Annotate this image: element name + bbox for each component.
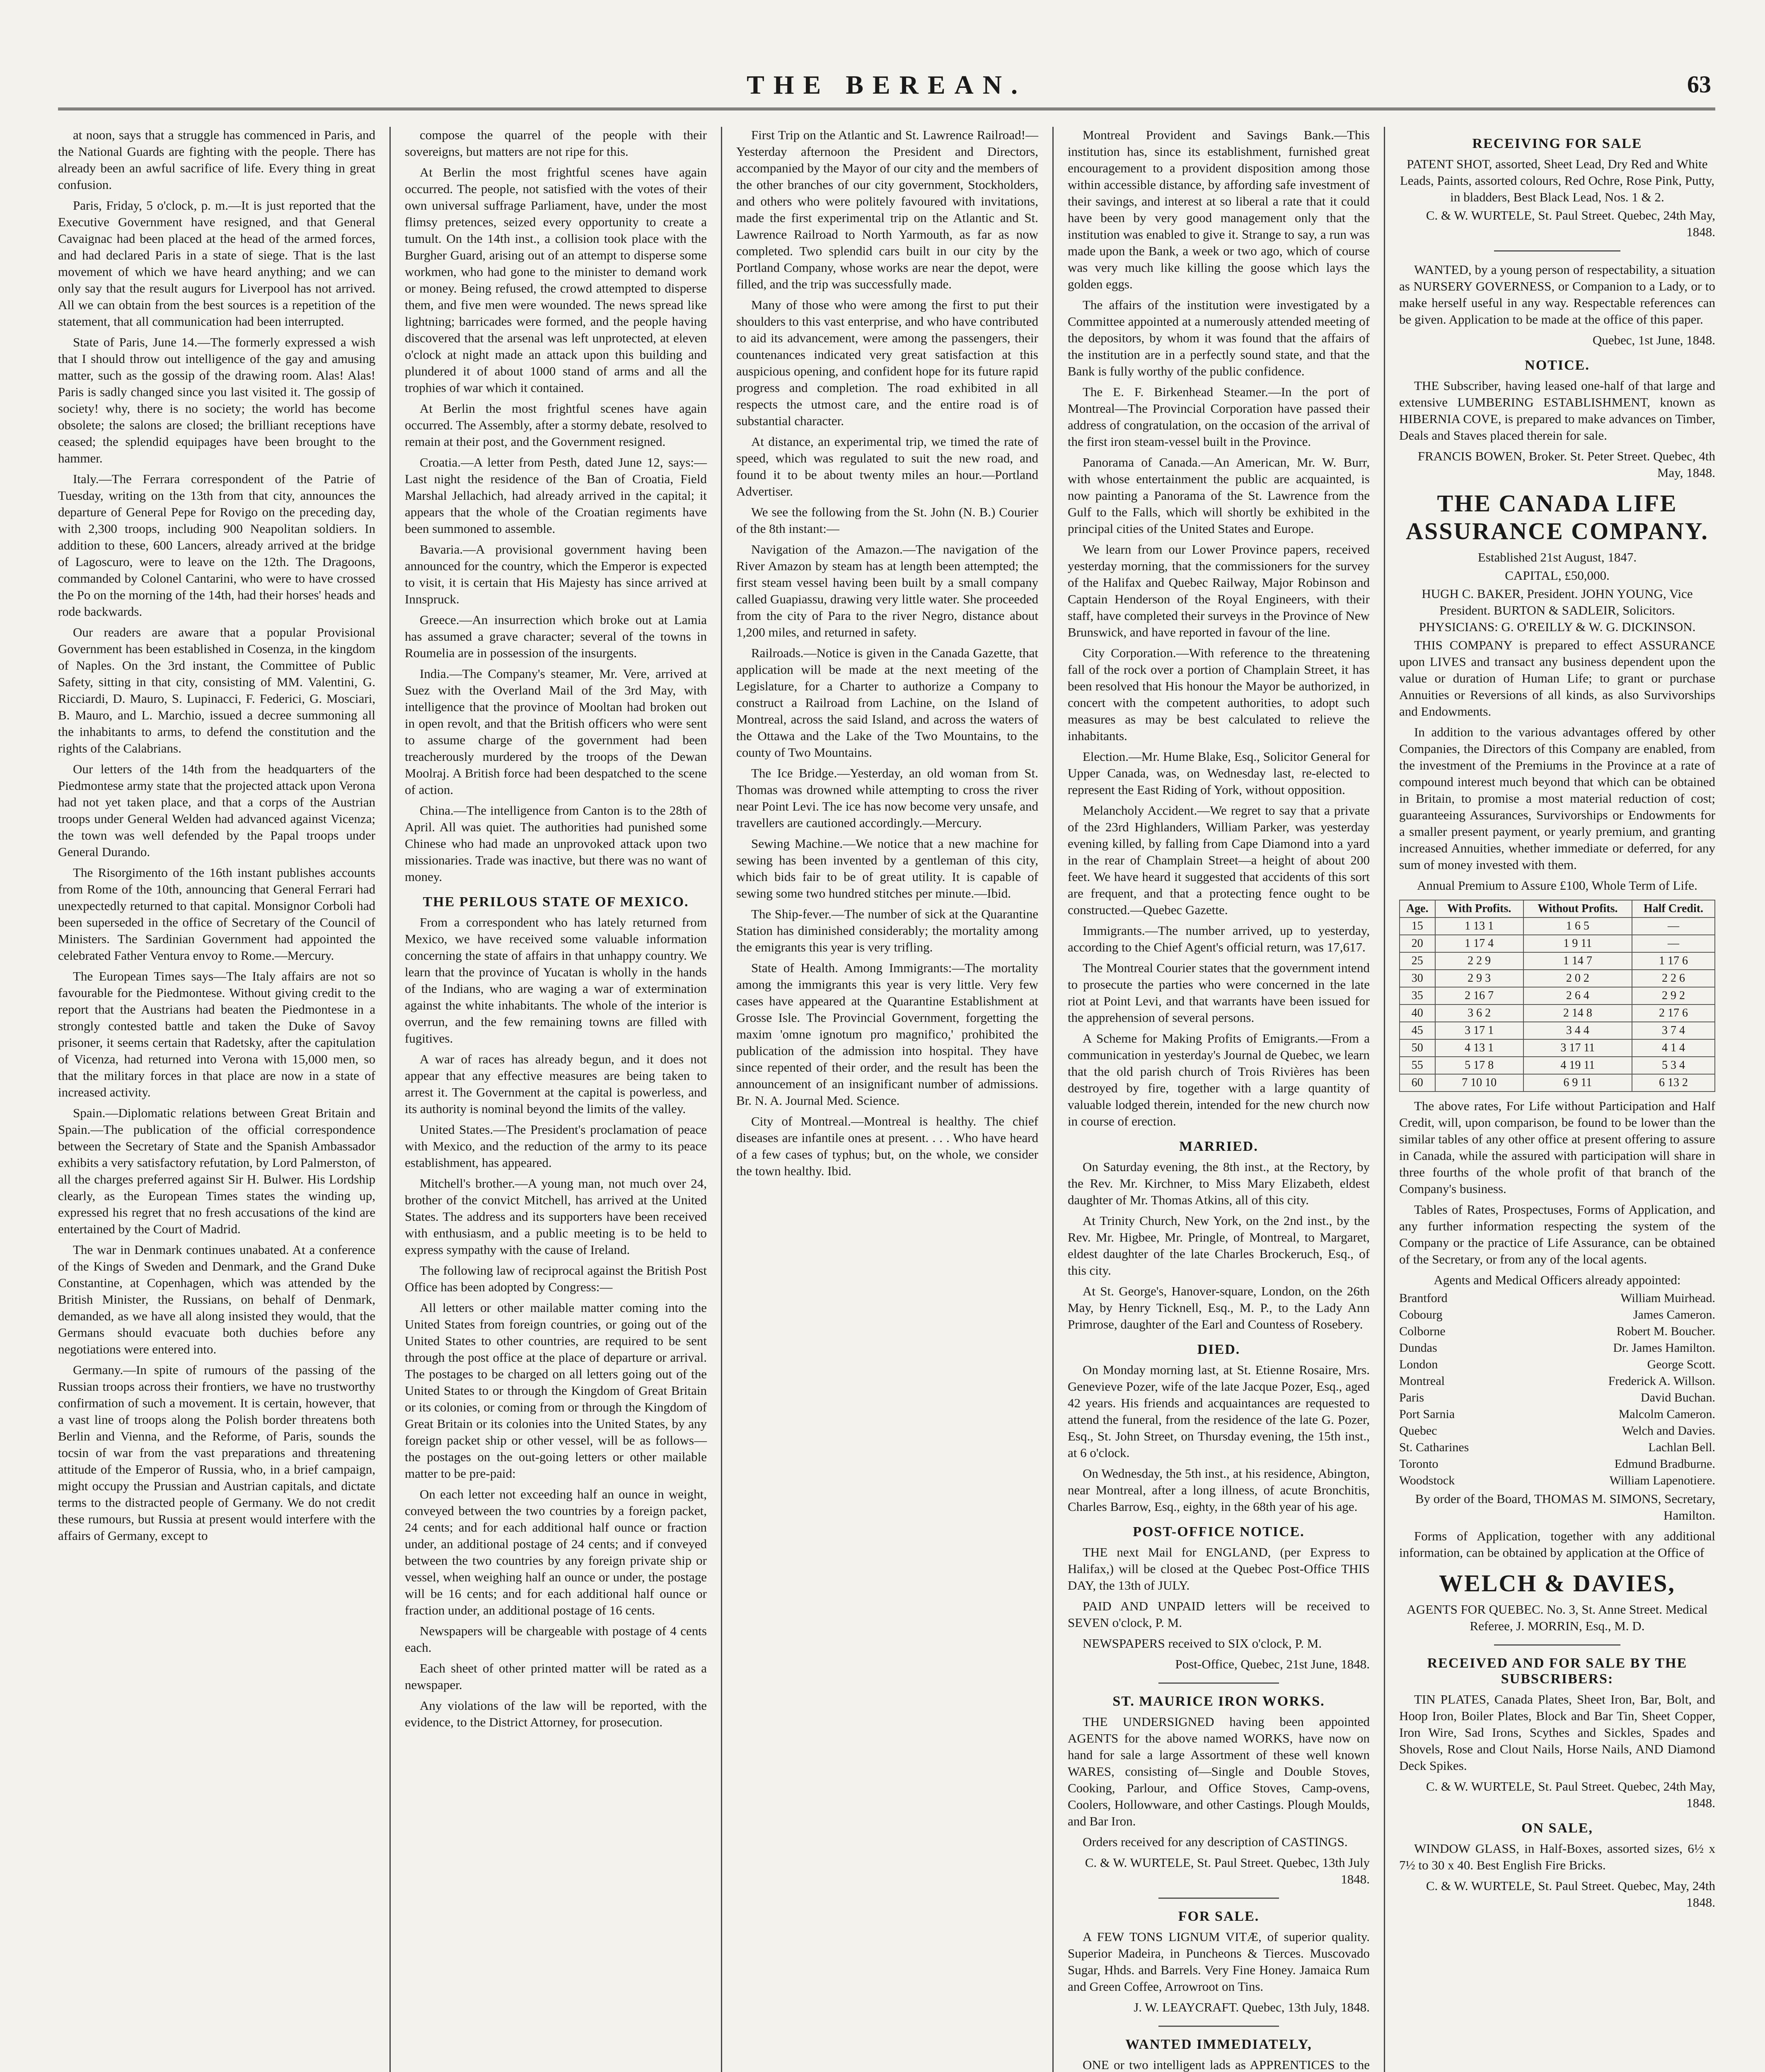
section-heading: POST-OFFICE NOTICE. — [1133, 1524, 1305, 1539]
article-paragraph: Mitchell's brother.—A young man, not much over 24, brother of the convict Mitchell, has arrived at the United States. The address and its supporters have been received with enthusiasm, and a public meeting is to be held to express sympathy with the cause of Ireland. — [405, 1176, 707, 1257]
article-paragraph: THE Subscriber, having leased one-half of that large and extensive LUMBERING ESTABLISHMENT, known as HIBERNIA COVE, is prepared to make advances on Timber, Deals and Staves placed therein for sale. — [1399, 378, 1715, 443]
signature-line: C. & W. WURTELE, St. Paul Street. Quebec, May, 24th 1848. — [1426, 1878, 1715, 1910]
section-heading: MARRIED. — [1179, 1139, 1258, 1154]
article-paragraph: China.—The intelligence from Canton is to the 28th of April. All was quiet. The authorities had punished some Chinese who had made an unprovoked attack upon two missionaries. Trade was inactive, but there was no want of money. — [405, 803, 707, 884]
table-cell: 2 17 6 — [1632, 1005, 1715, 1022]
table-cell: 60 — [1400, 1074, 1435, 1092]
agent-town: Brantford — [1399, 1291, 1448, 1305]
article-paragraph: At St. George's, Hanover-square, London, on the 26th May, by Henry Ticknell, Esq., M. P., to the Lady Ann Primrose, daughter of the Earl and Countess of Rosebery. — [1068, 1284, 1370, 1331]
article-paragraph: At Berlin the most frightful scenes have again occurred. The Assembly, after a stormy debate, resolved to remain at their post, and the Government resigned. — [405, 401, 707, 449]
agent-name: Lachlan Bell. — [1648, 1440, 1715, 1454]
agents-list — [1399, 1290, 1715, 1489]
table-header: Age. — [1400, 900, 1435, 917]
agent-name: Frederick A. Willson. — [1608, 1374, 1715, 1388]
table-cell: 5 3 4 — [1632, 1057, 1715, 1074]
premium-table — [1399, 900, 1715, 1092]
table-cell: 2 2 9 — [1435, 952, 1523, 970]
article-paragraph: A war of races has already begun, and it does not appear that any effective measures are being taken to arrest it. The Government at the capital is powerless, and its authority is nominal beyond the limits of the valley. — [405, 1052, 707, 1116]
newspaper-title: THE BEREAN. — [747, 70, 1027, 99]
table-cell: 3 7 4 — [1632, 1022, 1715, 1039]
agent-row — [1399, 1389, 1715, 1406]
section-heading: RECEIVING FOR SALE — [1472, 136, 1642, 151]
agent-name: William Lapenotiere. — [1609, 1474, 1715, 1487]
divider — [1494, 1644, 1620, 1646]
section-heading: ST. MAURICE IRON WORKS. — [1112, 1694, 1325, 1709]
table-cell: 1 9 11 — [1523, 935, 1632, 952]
signature-line: Quebec, 1st June, 1848. — [1592, 333, 1715, 347]
article-paragraph: compose the quarrel of the people with their sovereigns, but matters are not ripe for this. — [405, 128, 707, 159]
article-paragraph: Montreal Provident and Savings Bank.—This institution has, since its establishment, furnished great encouragement to a provident disposition among those within accessible distance, by affording safe investment of their savings, and interest at so liberal a rate that it could have been by very good management only that the institution was enabled to give it. Strange to say, a run was made upon the Bank, a week or two ago, which of course was very much like killing the goose which lays the golden eggs. — [1068, 128, 1370, 291]
agent-name: Robert M. Boucher. — [1616, 1324, 1715, 1338]
table-cell: 4 19 11 — [1523, 1057, 1632, 1074]
section-heading: NOTICE. — [1525, 358, 1590, 373]
article-paragraph: The Ship-fever.—The number of sick at the Quarantine Station has diminished considerably; the mortality among the emigrants this year is very trifling. — [736, 907, 1038, 954]
column-3 — [721, 127, 1052, 2072]
section-heading: WANTED IMMEDIATELY, — [1125, 2037, 1312, 2052]
article-paragraph: PAID AND UNPAID letters will be received to SEVEN o'clock, P. M. — [1068, 1599, 1370, 1630]
agent-name: George Scott. — [1647, 1358, 1715, 1371]
table-cell: 2 16 7 — [1435, 987, 1523, 1005]
table-row — [1400, 917, 1715, 935]
signature-line: C. & W. WURTELE, St. Paul Street. Quebec, 13th July 1848. — [1085, 1855, 1370, 1886]
agent-row — [1399, 1439, 1715, 1456]
article-paragraph: THIS COMPANY is prepared to effect ASSURANCE upon LIVES and transact any business dependent upon the value or duration of Human Life; to grant or purchase Annuities or Reversions of all kinds, as also Survivorships and Endowments. — [1399, 638, 1715, 719]
agent-name: Malcolm Cameron. — [1618, 1407, 1715, 1421]
table-cell: 6 13 2 — [1632, 1074, 1715, 1092]
table-header: Half Credit. — [1632, 900, 1715, 917]
agent-town: Montreal — [1399, 1374, 1445, 1388]
table-cell: 15 — [1400, 917, 1435, 935]
table-row — [1400, 1039, 1715, 1057]
agent-town: Paris — [1399, 1391, 1424, 1404]
agent-row — [1399, 1290, 1715, 1307]
centered-text: AGENTS FOR QUEBEC. No. 3, St. Anne Street. Medical Referee, J. MORRIN, Esq., M. D. — [1407, 1602, 1708, 1633]
table-cell: 55 — [1400, 1057, 1435, 1074]
table-cell: 2 9 3 — [1435, 970, 1523, 987]
table-cell: 2 0 2 — [1523, 970, 1632, 987]
article-paragraph: The Risorgimento of the 16th instant publishes accounts from Rome of the 10th, announcing that General Ferrari had unexpectedly returned to that capital. Monsignor Corboli had been superseded in the office of Secretary of the Council of Ministers. The Sardinian Government had appointed the celebrated Father Ventura envoy to Rome.—Mercury. — [58, 865, 375, 963]
article-paragraph: WANTED, by a young person of respectability, a situation as NURSERY GOVERNESS, or Companion to a Lady, or to make herself useful in any way. Respectable references can be given. Application to be made at the office of this paper. — [1399, 262, 1715, 327]
agent-name: Edmund Bradburne. — [1614, 1457, 1715, 1471]
centered-text: Established 21st August, 1847. — [1477, 550, 1637, 564]
agent-town: Quebec — [1399, 1424, 1437, 1438]
section-heading: FOR SALE. — [1178, 1909, 1260, 1924]
agent-town: London — [1399, 1358, 1438, 1371]
article-paragraph: State of Paris, June 14.—The formerly expressed a wish that I should throw out intelligence of the gay and amusing matter, such as the gossip of the drawing room. Alas! Alas! Paris is sadly changed since you last visited it. The gossip of society! why, there is no society; the world has become obsolete; the salons are closed; the brilliant receptions have ceased; the splendid equipages have been brought to the hammer. — [58, 335, 375, 465]
section-heading: DIED. — [1197, 1342, 1240, 1357]
article-paragraph: At Berlin the most frightful scenes have again occurred. The people, not satisfied with the votes of their own universal suffrage Parliament, have, under the most flimsy pretences, seized every opportunity to create a tumult. On the 14th inst., a collision took place with the Burgher Guard, arising out of an attempt to disperse some workmen, who had gone to the minister to demand work or money. Being refused, the crowd attempted to disperse them, and five men were wounded. The news spread like lightning; barricades were formed, and the people having discovered that the arsenal was left unprotected, at eleven o'clock at night made an attack upon this building and plundered it of about 1000 stand of arms and all the trophies of war which it contained. — [405, 165, 707, 395]
signature-line: J. W. LEAYCRAFT. Quebec, 13th July, 1848. — [1134, 2000, 1370, 2014]
table-cell: 2 9 2 — [1632, 987, 1715, 1005]
table-cell: 7 10 10 — [1435, 1074, 1523, 1092]
divider — [1158, 1682, 1279, 1684]
table-cell: 3 6 2 — [1435, 1005, 1523, 1022]
article-paragraph: The Montreal Courier states that the government intend to prosecute the parties who were concerned in the late riot at Point Levi, and that warrants have been issued for the apprehension of several persons. — [1068, 961, 1370, 1025]
agent-row — [1399, 1456, 1715, 1472]
columns-container — [58, 127, 1715, 2072]
article-paragraph: WINDOW GLASS, in Half-Boxes, assorted sizes, 6½ x 7½ to 30 x 40. Best English Fire Bricks. — [1399, 1841, 1715, 1872]
column-5 — [1384, 127, 1715, 2072]
article-paragraph: Tables of Rates, Prospectuses, Forms of Application, and any further information respecting the system of the Company or the practice of Life Assurance, can be obtained of the Secretary, or from any of the local agents. — [1399, 1202, 1715, 1266]
article-paragraph: Navigation of the Amazon.—The navigation of the River Amazon by steam has at length been attempted; the first steam vessel having been built by a small company called Guapiassu, drawing very little water. She proceeded from the city of Para to the river Negro, distance about 1,200 miles, and returned in safety. — [736, 542, 1038, 639]
table-cell: 35 — [1400, 987, 1435, 1005]
article-paragraph: At distance, an experimental trip, we timed the rate of speed, which was regulated to suit the new road, and found it to be about twenty miles an hour.—Portland Advertiser. — [736, 434, 1038, 499]
table-cell: 4 13 1 — [1435, 1039, 1523, 1057]
table-cell: 4 1 4 — [1632, 1039, 1715, 1057]
centered-text: HUGH C. BAKER, President. JOHN YOUNG, Vice President. BURTON & SADLEIR, Solicitors. PHYSICIANS: G. O'REILLY & W. G. DICKINSON. — [1419, 586, 1696, 634]
article-paragraph: Greece.—An insurrection which broke out at Lamia has assumed a grave character; several of the towns in Roumelia are in possession of the insurgents. — [405, 612, 707, 660]
centered-text: CAPITAL, £50,000. — [1505, 568, 1610, 583]
divider — [1158, 2026, 1279, 2027]
centered-text: Agents and Medical Officers already appointed: — [1434, 1273, 1681, 1287]
article-paragraph: Germany.—In spite of rumours of the passing of the Russian troops across their frontiers, we have no trustworthy confirmation of such a movement. It is certain, however, that a vast line of troops along the Polish border threatens both Berlin and Vienna, and the Reforme, of Paris, sounds the tocsin of war from the vast preparations and threatening attitude of the Emperor of Russia, who, in a brief campaign, might occupy the Prussian and Austrian capitals, and dictate terms to the distracted people of Germany. We do not credit these rumours, but Russia at present would interfere with the affairs of Germany, except to — [58, 1363, 375, 1543]
table-cell: 40 — [1400, 1005, 1435, 1022]
table-cell: 50 — [1400, 1039, 1435, 1057]
table-cell: 25 — [1400, 952, 1435, 970]
table-row — [1400, 1005, 1715, 1022]
article-paragraph: On each letter not exceeding half an ounce in weight, conveyed between the two countries by a foreign packet, 24 cents; and for each additional half ounce or fraction under, an additional postage of 24 cents; and if conveyed between the two countries by any foreign private ship or vessel, when weighing half an ounce or under, the postage will be 16 cents; and for each additional half ounce or fraction under, an additional postage of 16 cents. — [405, 1487, 707, 1617]
article-paragraph: Spain.—Diplomatic relations between Great Britain and Spain.—The publication of the official correspondence between the Secretary of State and the Spanish Ambassador exhibits a very satisfactory refutation, by Lord Palmerston, of all the charges preferred against Sir H. Bulwer. His Lordship clearly, as the European Times states the winding up, expressed his regret that no fresh accusations of the kind are entertained by the Court of Madrid. — [58, 1106, 375, 1236]
agent-row — [1399, 1406, 1715, 1423]
article-paragraph: The European Times says—The Italy affairs are not so favourable for the Piedmontese. Without giving credit to the report that the Austrians had beaten the Piedmontese in a strongly contested battle and taken the Duke of Savoy prisoner, it seems certain that Radetsky, after the capitulation of Vicenza, had returned into Verona with 15,000 men, so that the military forces in that place are now in a state of increased activity. — [58, 969, 375, 1099]
signature-line: Post-Office, Quebec, 21st June, 1848. — [1175, 1657, 1370, 1671]
table-row — [1400, 987, 1715, 1005]
table-cell: 30 — [1400, 970, 1435, 987]
large-heading: THE CANADA LIFE ASSURANCE COMPANY. — [1406, 490, 1709, 545]
article-paragraph: United States.—The President's proclamation of peace with Mexico, and the reduction of the army to its peace establishment, has appeared. — [405, 1122, 707, 1170]
agent-name: David Buchan. — [1641, 1391, 1715, 1404]
table-row — [1400, 935, 1715, 952]
agent-row — [1399, 1340, 1715, 1356]
article-paragraph: Our readers are aware that a popular Provisional Government has been established in Cosenza, in the kingdom of Naples. On the 3rd instant, the Committee of Public Safety, sitting in that city, consisting of MM. Valentini, G. Ricciardi, D. Mauro, S. Lupinacci, F. Federici, G. Mosciari, B. Mauro, and L. Marchio, issued a decree summoning all the inhabitants to arms, to defend the constitution and the rights of the Calabrians. — [58, 625, 375, 755]
article-paragraph: Our letters of the 14th from the headquarters of the Piedmontese army state that the projected attack upon Verona had not yet taken place, and that a corps of the Austrian troops under General Welden had advanced against Vicenza; the town was well defended by the Papal troops under General Durando. — [58, 762, 375, 859]
article-paragraph: THE next Mail for ENGLAND, (per Express to Halifax,) will be closed at the Quebec Post-Office THIS DAY, the 13th of JULY. — [1068, 1545, 1370, 1593]
table-cell: 2 14 8 — [1523, 1005, 1632, 1022]
article-paragraph: The Ice Bridge.—Yesterday, an old woman from St. Thomas was drowned while attempting to cross the river near Point Levi. The ice has now become very unsafe, and travellers are cautioned accordingly.—Mercury. — [736, 766, 1038, 830]
article-paragraph: City of Montreal.—Montreal is healthy. The chief diseases are infantile ones at present. . . . Who have heard of a few cases of typhus; but, on the whole, we consider the town healthy. Ibid. — [736, 1114, 1038, 1178]
agent-row — [1399, 1373, 1715, 1389]
article-paragraph: On Saturday evening, the 8th inst., at the Rectory, by the Rev. Mr. Kirchner, to Miss Mary Elizabeth, eldest daughter of Mr. Thomas Atkins, all of this city. — [1068, 1159, 1370, 1207]
section-heading: RECEIVED AND FOR SALE BY THE SUBSCRIBERS: — [1427, 1656, 1688, 1687]
article-paragraph: We see the following from the St. John (N. B.) Courier of the 8th instant:— — [736, 505, 1038, 536]
table-cell: 1 6 5 — [1523, 917, 1632, 935]
article-paragraph: Newspapers will be chargeable with postage of 4 cents each. — [405, 1624, 707, 1655]
article-paragraph: In addition to the various advantages offered by other Companies, the Directors of this Company are enabled, from the investment of the Premiums in the Province at a rate of compound interest much beyond that which can be obtained in Britain, to promise a most material reduction of cost; guaranteeing Assurances, Survivorships or Endowments for a smaller present payment, or yearly premium, and granting increased Annuities, whether immediate or deferred, for any sum of money invested with them. — [1399, 725, 1715, 872]
article-paragraph: NEWSPAPERS received to SIX o'clock, P. M. — [1083, 1636, 1322, 1651]
article-paragraph: We learn from our Lower Province papers, received yesterday morning, that the commissioners for the survey of the Halifax and Quebec Railway, Major Robinson and Captain Henderson of the Royal Engineers, with their staff, have completed their surveys in the Province of New Brunswick, and have reported in favour of the line. — [1068, 542, 1370, 639]
table-cell: — — [1632, 917, 1715, 935]
table-cell: 5 17 8 — [1435, 1057, 1523, 1074]
signature-line: FRANCIS BOWEN, Broker. St. Peter Street. Quebec, 4th May, 1848. — [1417, 449, 1715, 480]
article-paragraph: All letters or other mailable matter coming into the United States from foreign countries, or going out of the United States to other countries, are required to be sent through the post office at the place of departure or arrival. The postages to be charged on all letters going out of the United States to or through the Kingdom of Great Britain or its colonies, or coming from or through the Kingdom of Great Britain or its colonies into the United States, by any foreign packet ship or other vessel, will be as follows—the postages on the out-going letters or other mailable matter to be pre-paid: — [405, 1300, 707, 1481]
article-paragraph: Panorama of Canada.—An American, Mr. W. Burr, with whose entertainment the public are acquainted, is now painting a Panorama of the St. Lawrence from the Gulf to the Falls, which will shortly be exhibited in the principal cities of the United States and Europe. — [1068, 455, 1370, 536]
section-heading: THE PERILOUS STATE OF MEXICO. — [423, 894, 689, 910]
article-paragraph: TIN PLATES, Canada Plates, Sheet Iron, Bar, Bolt, and Hoop Iron, Boiler Plates, Block and Bar Tin, Sheet Copper, Iron Wire, Sad Irons, Scythes and Sickles, Spades and Shovels, Rose and Clout Nails, Horse Nails, AND Diamond Deck Spikes. — [1399, 1692, 1715, 1773]
agent-town: Woodstock — [1399, 1474, 1455, 1487]
table-cell: 20 — [1400, 935, 1435, 952]
agent-town: Cobourg — [1399, 1308, 1443, 1322]
table-cell: 2 2 6 — [1632, 970, 1715, 987]
article-paragraph: India.—The Company's steamer, Mr. Vere, arrived at Suez with the Overland Mail of the 3rd May, with intelligence that the province of Mooltan had broken out in open revolt, and that the British officers who were sent to assume charge of the government had been treacherously murdered by the troops of the Dewan Moolraj. A British force had been despatched to the scene of action. — [405, 666, 707, 797]
column-1 — [58, 127, 389, 2072]
agent-row — [1399, 1307, 1715, 1323]
centered-text: Annual Premium to Assure £100, Whole Term of Life. — [1417, 878, 1697, 893]
page-number: 63 — [1687, 71, 1711, 98]
article-paragraph: Many of those who were among the first to put their shoulders to this vast enterprise, and who have contributed to aid its advancement, were among the passengers, their countenances indicated very great satisfaction at this auspicious opening, and confident hope for its future rapid progress and completion. The road exhibited in all respects the utmost care, and the entire road is of substantial character. — [736, 298, 1038, 428]
article-paragraph: Each sheet of other printed matter will be rated as a newspaper. — [405, 1661, 707, 1692]
article-paragraph: The above rates, For Life without Participation and Half Credit, will, upon comparison, be found to be lower than the similar tables of any other office at present offering to assure in Canada, while the assured with participation will share in three fourths of the whole profit of that branch of the Company's business. — [1399, 1099, 1715, 1196]
agent-row — [1399, 1423, 1715, 1439]
article-paragraph: ONE or two intelligent lads as APPRENTICES to the — [1083, 2057, 1370, 2072]
agent-name: William Muirhead. — [1620, 1291, 1715, 1305]
signature-line: C. & W. WURTELE, St. Paul Street. Quebec, 24th May, 1848. — [1426, 208, 1715, 239]
article-paragraph: Paris, Friday, 5 o'clock, p. m.—It is just reported that the Executive Government have resigned, and that General Cavaignac had been placed at the head of the armed forces, and had declared Paris in a state of siege. That is the last movement of which we have heard anything; and we can only say that the result augurs for Liverpool has not arrived. All we can obtain from the best sources is a repetition of the statement, that all communication had been interrupted. — [58, 198, 375, 329]
article-paragraph: Railroads.—Notice is given in the Canada Gazette, that application will be made at the next meeting of the Legislature, for a Charter to authorize a Company to construct a Railroad from Lachine, on the Island of Montreal, across the said Island, and across the waters of the Ottawa and the Lake of the Two Mountains, to the county of Two Mountains. — [736, 646, 1038, 760]
article-paragraph: THE UNDERSIGNED having been appointed AGENTS for the above named WORKS, have now on hand for sale a large Assortment of these well known WARES, consisting of—Single and Double Stoves, Cooking, Parlour, and Office Stoves, Camp-ovens, Coolers, Hollowware, and other Castings. Plough Moulds, and Bar Iron. — [1068, 1714, 1370, 1828]
table-cell: 3 17 11 — [1523, 1039, 1632, 1057]
article-paragraph: At Trinity Church, New York, on the 2nd inst., by the Rev. Mr. Higbee, Mr. Pringle, of Montreal, to Margaret, eldest daughter of the late Charles Brockeruch, Esq., of this city. — [1068, 1213, 1370, 1278]
article-paragraph: at noon, says that a struggle has commenced in Paris, and the National Guards are fighting with the people. There has already been an awful sacrifice of life. Every thing in great confusion. — [58, 128, 375, 192]
divider — [1158, 1898, 1279, 1899]
divider — [1494, 250, 1620, 252]
table-cell: 2 6 4 — [1523, 987, 1632, 1005]
agent-town: Dundas — [1399, 1341, 1437, 1355]
table-cell: 1 17 6 — [1632, 952, 1715, 970]
article-paragraph: The affairs of the institution were investigated by a Committee appointed at a numerously attended meeting of the depositors, by whom it was found that the affairs of the institution are in a perfectly sound state, and that the Bank is fully worthy of the public confidence. — [1068, 298, 1370, 378]
article-paragraph: Bavaria.—A provisional government having been announced for the country, which the Emperor is expected to visit, it is certain that His Majesty has since arrived at Innspruck. — [405, 542, 707, 606]
table-cell: 3 17 1 — [1435, 1022, 1523, 1039]
article-paragraph: On Wednesday, the 5th inst., at his residence, Abington, near Montreal, after a long illness, of acute Bronchitis, Charles Barrow, Esq., eighty, in the 68th year of his age. — [1068, 1466, 1370, 1514]
table-header: With Profits. — [1435, 900, 1523, 917]
article-paragraph: Forms of Application, together with any additional information, can be obtained by application at the Office of — [1399, 1529, 1715, 1560]
large-heading: WELCH & DAVIES, — [1439, 1570, 1676, 1597]
table-row — [1400, 952, 1715, 970]
agent-name: James Cameron. — [1633, 1308, 1715, 1322]
table-cell: 45 — [1400, 1022, 1435, 1039]
table-row — [1400, 1022, 1715, 1039]
agent-row — [1399, 1472, 1715, 1489]
agent-town: Toronto — [1399, 1457, 1439, 1471]
article-paragraph: First Trip on the Atlantic and St. Lawrence Railroad!—Yesterday afternoon the President and Directors, accompanied by the Mayor of our city and the members of the other branches of our city government, Stockholders, and others who were politely favoured with invitations, made the first experimental trip on the Atlantic and St. Lawrence Railroad to North Yarmouth, as far as now completed. Two splendid cars built in our city by the Portland Company, whose works are near the depot, were filled, and the trip was successfully made. — [736, 128, 1038, 291]
agent-row — [1399, 1323, 1715, 1340]
agent-town: Port Sarnia — [1399, 1407, 1455, 1421]
table-header: Without Profits. — [1523, 900, 1632, 917]
table-cell: 6 9 11 — [1523, 1074, 1632, 1092]
masthead — [58, 62, 1715, 110]
table-cell: — — [1632, 935, 1715, 952]
signature-line: By order of the Board, THOMAS M. SIMONS, Secretary, Hamilton. — [1415, 1491, 1715, 1523]
article-paragraph: Any violations of the law will be reported, with the evidence, to the District Attorney, for prosecution. — [405, 1698, 707, 1729]
article-paragraph: The war in Denmark continues unabated. At a conference of the Kings of Sweden and Denmark, and the Grand Duke Constantine, at Copenhagen, which was attended by the British Minister, the Russians, on behalf of Denmark, demanded, as we have all along insisted they would, that the Germans should evacuate both duchies before any negotiations were entered into. — [58, 1242, 375, 1356]
agent-name: Welch and Davies. — [1622, 1424, 1715, 1438]
article-paragraph: Sewing Machine.—We notice that a new machine for sewing has been invented by a gentleman of this city, which bids fair to be of great utility. It is capable of sewing some two hundred stitches per minute.—Ibid. — [736, 836, 1038, 900]
article-paragraph: The E. F. Birkenhead Steamer.—In the port of Montreal—The Provincial Corporation have passed their address of congratulation, on the occasion of the arrival of the first iron steam-vessel built in the Province. — [1068, 385, 1370, 449]
article-paragraph: Melancholy Accident.—We regret to say that a private of the 23rd Highlanders, William Parker, was yesterday evening killed, by falling from Cape Diamond into a yard in the rear of Champlain Street—a height of about 200 feet. We have heard it suggested that accidents of this sort are frequent, and that a protecting fence ought to be constructed.—Quebec Gazette. — [1068, 803, 1370, 917]
table-cell: 1 14 7 — [1523, 952, 1632, 970]
article-paragraph: The following law of reciprocal against the British Post Office has been adopted by Congress:— — [405, 1263, 707, 1294]
section-heading: ON SALE, — [1521, 1820, 1593, 1836]
article-paragraph: State of Health. Among Immigrants:—The mortality among the immigrants this year is very little. Very few cases have appeared at the Quarantine Establishment at Grosse Isle. The Provincial Government, forgetting the maxim 'omne ignotum pro magnifico,' prohibited the publication of the admission into hospital. They have since repented of their order, and the result has been the announcement of an insignificant number of admissions. Br. N. A. Journal Med. Science. — [736, 961, 1038, 1108]
table-row — [1400, 1074, 1715, 1092]
article-paragraph: Croatia.—A letter from Pesth, dated June 12, says:—Last night the residence of the Ban of Croatia, Field Marshal Jellachich, had already arrived in the capital; it appears that the whole of the Croatian regiments have been summoned to assemble. — [405, 455, 707, 536]
table-row — [1400, 1057, 1715, 1074]
table-row — [1400, 970, 1715, 987]
article-paragraph: Orders received for any description of CASTINGS. — [1083, 1835, 1348, 1849]
article-paragraph: City Corporation.—With reference to the threatening fall of the rock over a portion of Champlain Street, it has been resolved that His honour the Mayor be authorized, in concert with the competent authorities, to adopt such measures as may be best calculated to relieve the inhabitants. — [1068, 646, 1370, 743]
agent-name: Dr. James Hamilton. — [1613, 1341, 1715, 1355]
article-paragraph: A Scheme for Making Profits of Emigrants.—From a communication in yesterday's Journal de Quebec, we learn that the old parish church of Trois Rivières has been destroyed by fire, together with a large quantity of valuable lodged therein, intended for the new church now in course of erection. — [1068, 1031, 1370, 1128]
agent-row — [1399, 1356, 1715, 1373]
column-4 — [1052, 127, 1384, 2072]
agent-town: St. Catharines — [1399, 1440, 1469, 1454]
article-paragraph: On Monday morning last, at St. Etienne Rosaire, Mrs. Genevieve Pozer, wife of the late Jacque Pozer, Esq., aged 42 years. His friends and acquaintances are requested to attend the funeral, from the residence of the late G. Pozer, Esq., St. John Street, on Thursday evening, the 15th inst., at 6 o'clock. — [1068, 1363, 1370, 1460]
article-paragraph: From a correspondent who has lately returned from Mexico, we have received some valuable information concerning the state of affairs in that unhappy country. We learn that the province of Yucatan is wholly in the hands of the Indians, who are waging a war of extermination against the white inhabitants. The whole of the interior is overrun, and the few remaining towns are filled with fugitives. — [405, 915, 707, 1046]
centered-text: PATENT SHOT, assorted, Sheet Lead, Dry Red and White Leads, Paints, assorted colours, Red Ochre, Rose Pink, Putty, in bladders, Best Black Lead, Nos. 1 & 2. — [1400, 157, 1715, 204]
table-cell: 1 17 4 — [1435, 935, 1523, 952]
article-paragraph: Immigrants.—The number arrived, up to yesterday, according to the Chief Agent's official return, was 17,617. — [1068, 923, 1370, 954]
article-paragraph: Italy.—The Ferrara correspondent of the Patrie of Tuesday, writing on the 13th from that city, announces the departure of General Pepe for Rovigo on the preceding day, with 2,300 troops, including 900 Neapolitan soldiers. In addition to these, 600 Lancers, already arrived at the bridge of Lagoscuro, were to leave on the 12th. The Dragoons, commanded by Colonel Cantarini, who were to have crossed the Po on the morning of the 14th, had their horses' heads and rode backwards. — [58, 472, 375, 619]
table-cell: 1 13 1 — [1435, 917, 1523, 935]
table-cell: 3 4 4 — [1523, 1022, 1632, 1039]
article-paragraph: A FEW TONS LIGNUM VITÆ, of superior quality. Superior Madeira, in Puncheons & Tierces. Muscovado Sugar, Hhds. and Barrels. Very Fine Honey. Jamaica Rum and Green Coffee, Arrowroot on Tins. — [1068, 1929, 1370, 1994]
agent-town: Colborne — [1399, 1324, 1446, 1338]
column-2 — [389, 127, 721, 2072]
article-paragraph: Election.—Mr. Hume Blake, Esq., Solicitor General for Upper Canada, was, on Wednesday last, re-elected to represent the East Riding of York, without opposition. — [1068, 749, 1370, 797]
signature-line: C. & W. WURTELE, St. Paul Street. Quebec, 24th May, 1848. — [1426, 1779, 1715, 1810]
